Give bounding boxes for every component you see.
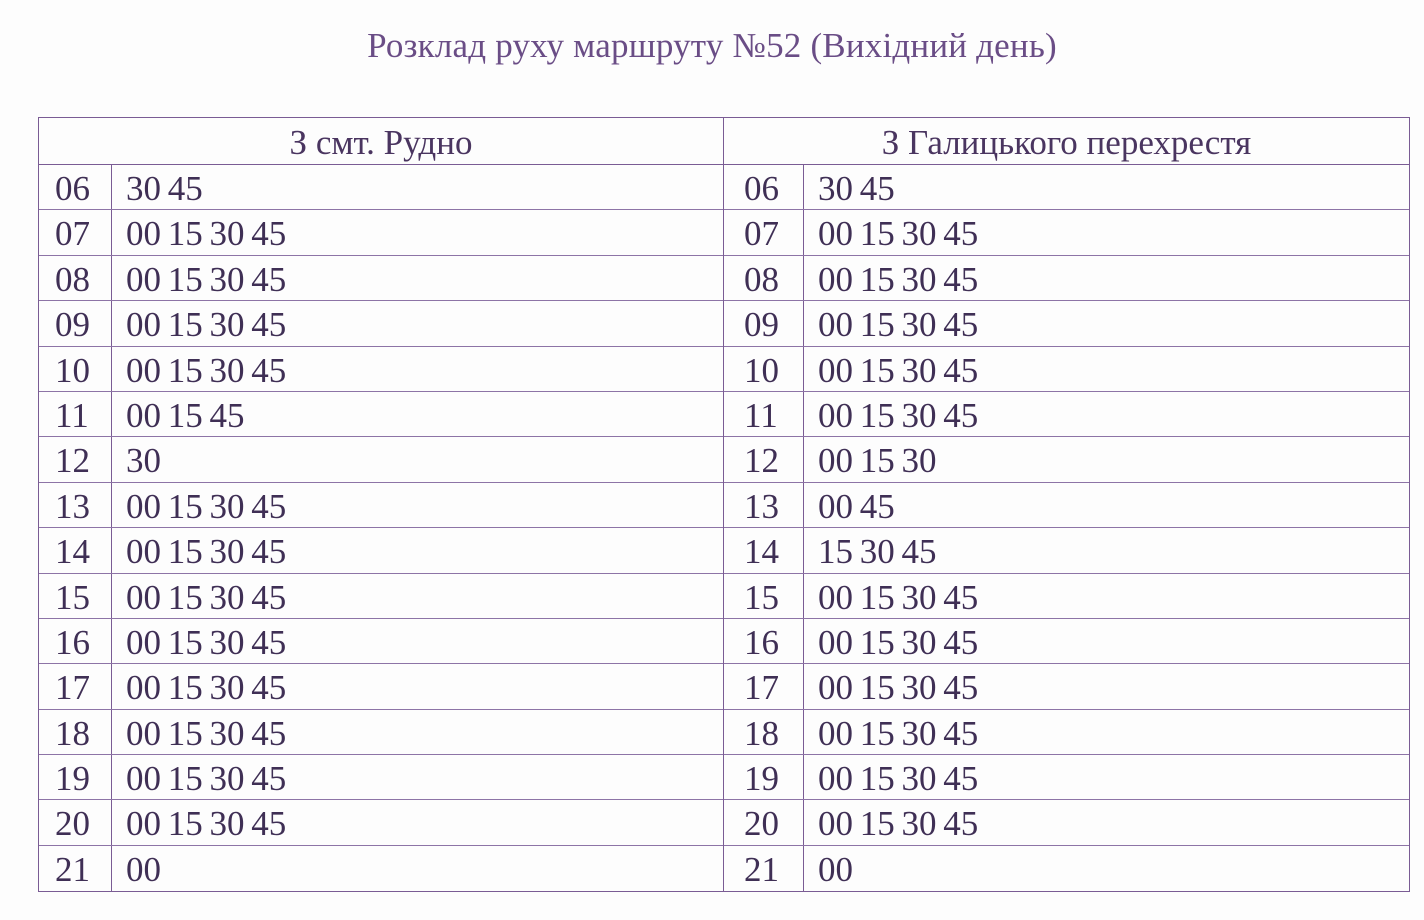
minutes-cell: 00 15 30 45 [126,804,287,844]
hour-cell: 11 [39,392,112,436]
schedule-table [38,117,1410,892]
left-schedule-row [39,800,723,845]
right-schedule-row [724,846,1409,891]
minutes-cell: 00 [818,849,853,889]
minutes-cell: 00 15 30 45 [126,759,287,799]
hour-cell: 14 [724,528,804,572]
minutes-cell: 00 15 45 [126,395,245,435]
hour-cell: 16 [39,619,112,663]
hour-cell: 15 [724,574,804,618]
minutes-cell: 00 15 30 45 [126,486,287,526]
hour-cell: 21 [39,846,112,891]
minutes-cell: 00 15 30 45 [818,804,979,844]
hour-cell: 18 [724,710,804,754]
left-column [39,118,724,891]
left-schedule-row [39,210,723,255]
hour-cell: 20 [39,800,112,844]
minutes-cell: 00 15 30 45 [126,713,287,753]
minutes-cell: 00 15 30 45 [126,622,287,662]
page-title: Розклад руху маршруту №52 (Вихідний день) [367,26,1057,65]
minutes-cell: 00 15 30 45 [818,622,979,662]
minutes-cell: 00 15 30 45 [818,214,979,254]
hour-cell: 14 [39,528,112,572]
minutes-cell: 15 30 45 [818,532,937,572]
left-schedule-row [39,619,723,664]
hour-cell: 10 [39,347,112,391]
hour-cell: 12 [39,437,112,481]
hour-cell: 10 [724,347,804,391]
left-schedule-row [39,755,723,800]
hour-cell: 12 [724,437,804,481]
left-schedule-row [39,528,723,573]
right-column [724,118,1409,891]
right-schedule-row [724,664,1409,709]
hour-cell: 07 [39,210,112,254]
minutes-cell: 00 15 30 45 [126,532,287,572]
hour-cell: 19 [724,755,804,799]
minutes-cell: 00 15 30 45 [126,577,287,617]
right-schedule-row [724,256,1409,301]
hour-cell: 11 [724,392,804,436]
right-schedule-row [724,528,1409,573]
minutes-cell: 00 15 30 45 [126,350,287,390]
minutes-cell: 30 [126,441,161,481]
hour-cell: 07 [724,210,804,254]
minutes-cell: 00 15 30 45 [818,713,979,753]
left-schedule-row [39,483,723,528]
right-schedule-row [724,800,1409,845]
minutes-cell: 00 15 30 45 [818,350,979,390]
hour-cell: 08 [724,256,804,300]
hour-cell: 13 [724,483,804,527]
minutes-cell: 00 [126,849,161,889]
hour-cell: 17 [39,664,112,708]
right-rows [724,165,1409,891]
left-rows [39,165,723,891]
hour-cell: 06 [39,165,112,209]
right-schedule-row [724,165,1409,210]
minutes-cell: 00 15 30 45 [818,395,979,435]
hour-cell: 18 [39,710,112,754]
minutes-cell: 00 45 [818,486,895,526]
minutes-cell: 30 45 [126,169,203,208]
left-schedule-row [39,165,723,210]
minutes-cell: 00 15 30 45 [818,668,979,708]
left-schedule-row [39,256,723,301]
minutes-cell: 00 15 30 45 [126,259,287,299]
minutes-cell: 00 15 30 45 [126,214,287,254]
hour-cell: 15 [39,574,112,618]
hour-cell: 08 [39,256,112,300]
left-column-header: З смт. Рудно [39,118,723,165]
hour-cell: 13 [39,483,112,527]
right-schedule-row [724,392,1409,437]
right-schedule-row [724,619,1409,664]
minutes-cell: 00 15 30 45 [126,668,287,708]
minutes-cell: 00 15 30 45 [818,259,979,299]
right-schedule-row [724,710,1409,755]
left-schedule-row [39,710,723,755]
minutes-cell: 00 15 30 45 [818,305,979,345]
minutes-cell: 30 45 [818,169,895,208]
left-schedule-row [39,437,723,482]
hour-cell: 06 [724,165,804,209]
left-schedule-row [39,574,723,619]
right-schedule-row [724,483,1409,528]
left-schedule-row [39,392,723,437]
left-schedule-row [39,301,723,346]
right-schedule-row [724,210,1409,255]
hour-cell: 16 [724,619,804,663]
minutes-cell: 00 15 30 45 [818,577,979,617]
right-schedule-row [724,755,1409,800]
minutes-cell: 00 15 30 [818,441,937,481]
left-schedule-row [39,846,723,891]
left-schedule-row [39,664,723,709]
left-schedule-row [39,347,723,392]
hour-cell: 09 [39,301,112,345]
hour-cell: 09 [724,301,804,345]
right-schedule-row [724,574,1409,619]
hour-cell: 21 [724,846,804,891]
right-schedule-row [724,347,1409,392]
minutes-cell: 00 15 30 45 [818,759,979,799]
hour-cell: 19 [39,755,112,799]
right-schedule-row [724,301,1409,346]
right-column-header: З Галицького перехрестя [724,118,1409,165]
minutes-cell: 00 15 30 45 [126,305,287,345]
hour-cell: 17 [724,664,804,708]
hour-cell: 20 [724,800,804,844]
right-schedule-row [724,437,1409,482]
